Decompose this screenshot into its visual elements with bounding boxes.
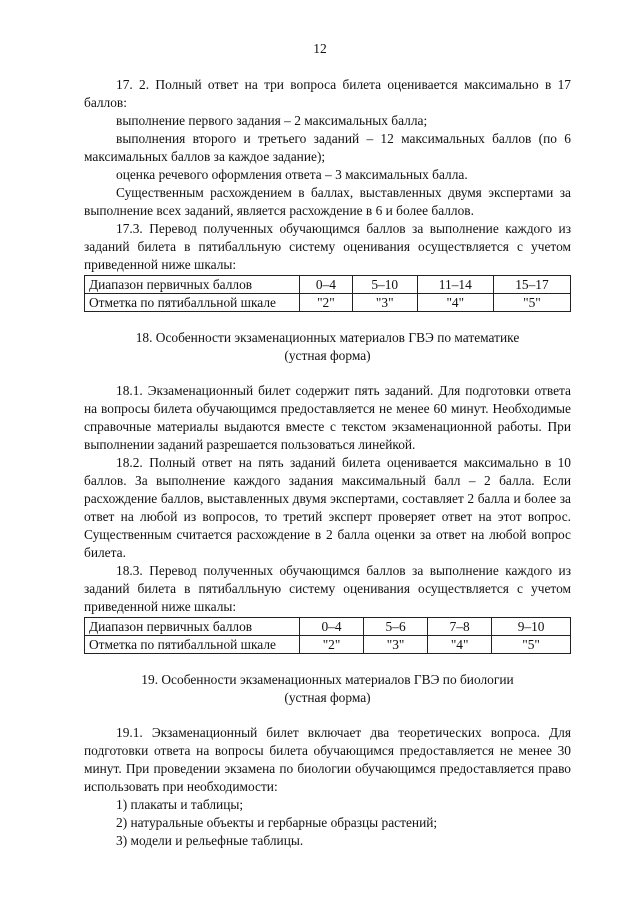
section-heading-18 <box>84 329 571 365</box>
table-cell: "3" <box>364 636 428 654</box>
table-cell: 0–4 <box>300 618 364 636</box>
grading-scale-table-18 <box>84 617 571 654</box>
table-row <box>85 276 571 294</box>
table-cell: Диапазон первичных баллов <box>85 618 300 636</box>
heading-line: 18. Особенности экзаменационных материалов ГВЭ по математике <box>135 330 520 345</box>
page-content <box>84 76 571 850</box>
page-number: 12 <box>313 41 327 56</box>
list-item: оценка речевого оформления ответа – 3 максимальных балла. <box>116 167 468 182</box>
table-row <box>85 294 571 312</box>
paragraph-19-1: 19.1. Экзаменационный билет включает два теоретических вопроса. Для подготовки ответа на вопросы билета обучающимся предоставляется не менее 30 минут. При проведении экзамена по биологии обучающимся предоставляется право использовать при необходимости: <box>84 725 571 794</box>
table-cell: 0–4 <box>300 276 353 294</box>
table-cell: 11–14 <box>417 276 493 294</box>
paragraph-divergence: Существенным расхождением в баллах, выставленных двумя экспертами за выполнение всех заданий, является расхождение в 6 и более баллов. <box>84 185 571 218</box>
table-cell: "5" <box>492 636 571 654</box>
table-cell: "4" <box>428 636 492 654</box>
table-cell: 5–6 <box>364 618 428 636</box>
list-item: выполнения второго и третьего заданий – 12 максимальных баллов (по 6 максимальных баллов за каждое задание); <box>84 131 571 164</box>
table-cell: 5–10 <box>352 276 417 294</box>
paragraph-18-1: 18.1. Экзаменационный билет содержит пять заданий. Для подготовки ответа на вопросы билета обучающимся предоставляется не менее 60 минут. Необходимые справочные материалы выдаются вместе с текстом экзаменационной работы. При выполнении заданий разрешается пользоваться линейкой. <box>84 383 571 452</box>
list-item: выполнение первого задания – 2 максимальных балла; <box>116 113 428 128</box>
list-item: 2) натуральные объекты и гербарные образцы растений; <box>116 815 438 830</box>
table-cell: "3" <box>352 294 417 312</box>
table-cell: "2" <box>300 294 353 312</box>
table-cell: 9–10 <box>492 618 571 636</box>
paragraph-18-3: 18.3. Перевод полученных обучающимся баллов за выполнение каждого из заданий билета в пятибалльную систему оценивания осуществляется с учетом приведенной ниже шкалы: <box>84 563 571 614</box>
table-cell: "2" <box>300 636 364 654</box>
paragraph-17-3: 17.3. Перевод полученных обучающимся баллов за выполнение каждого из заданий билета в пятибалльную систему оценивания осуществляется с учетом приведенной ниже шкалы: <box>84 221 571 272</box>
paragraph-17-2: 17. 2. Полный ответ на три вопроса билета оценивается максимально в 17 баллов: <box>84 77 571 110</box>
heading-line: (устная форма) <box>284 690 371 705</box>
list-item: 3) модели и рельефные таблицы. <box>116 833 304 848</box>
table-cell: "5" <box>493 294 570 312</box>
grading-scale-table-17 <box>84 275 571 312</box>
table-cell: 7–8 <box>428 618 492 636</box>
table-row <box>85 618 571 636</box>
list-item: 1) плакаты и таблицы; <box>116 797 244 812</box>
heading-line: 19. Особенности экзаменационных материалов ГВЭ по биологии <box>141 672 514 687</box>
table-cell: 15–17 <box>493 276 570 294</box>
section-heading-19 <box>84 671 571 707</box>
table-cell: Отметка по пятибалльной шкале <box>85 636 300 654</box>
paragraph-18-2: 18.2. Полный ответ на пять заданий билета оценивается максимально в 10 баллов. За выполнение каждого задания максимальный балл – 2 балла. Если расхождение баллов, выставленных двумя экспертами, составляет 2 балла и более за ответ на любой из вопросов, то третий эксперт проверяет ответ на этот вопрос. Существенным считается расхождение в 2 балла оценки за ответ на любой вопрос билета. <box>84 455 571 560</box>
table-cell: Отметка по пятибалльной шкале <box>85 294 300 312</box>
table-cell: "4" <box>417 294 493 312</box>
heading-line: (устная форма) <box>284 348 371 363</box>
table-cell: Диапазон первичных баллов <box>85 276 300 294</box>
table-row <box>85 636 571 654</box>
